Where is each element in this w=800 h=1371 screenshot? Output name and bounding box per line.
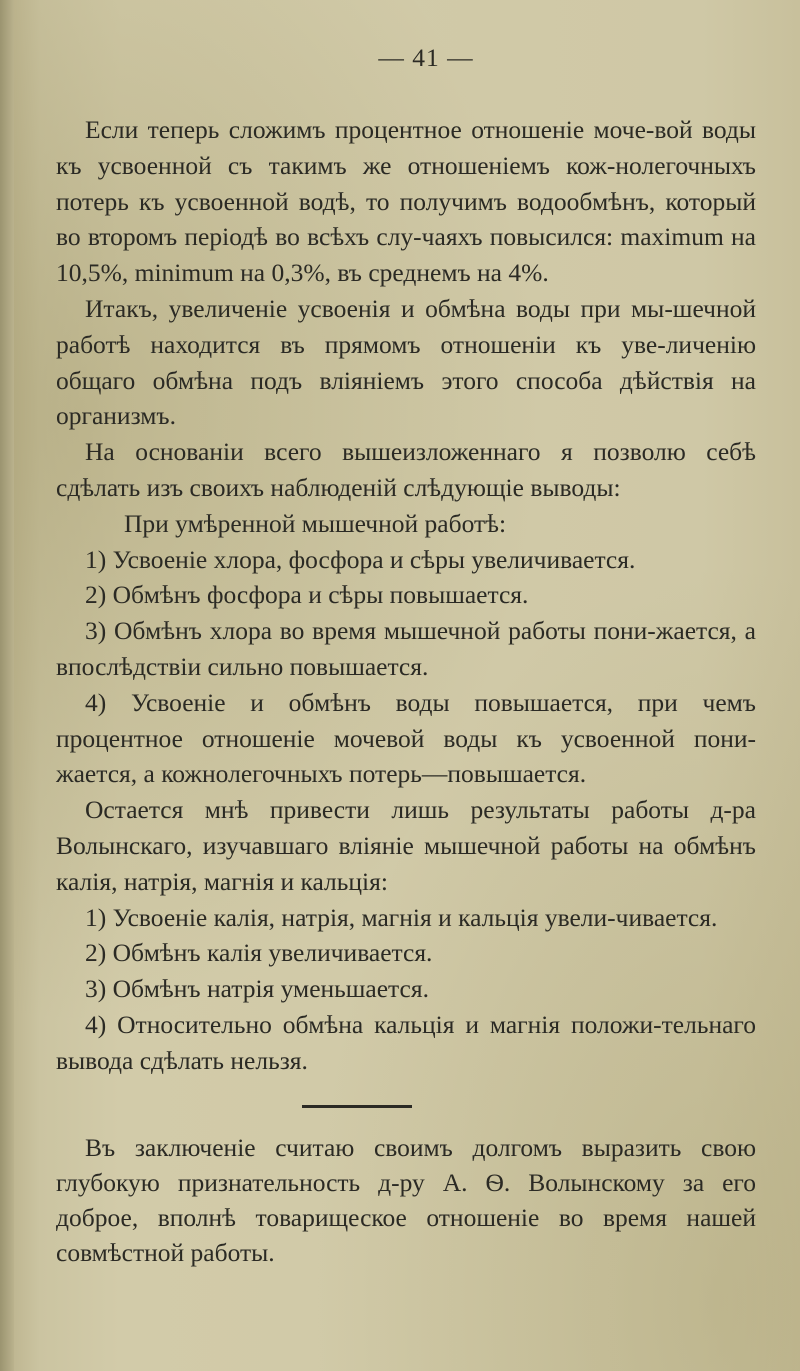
volynsky-item-3: 3) Обмѣнъ натрія уменьшается.: [85, 974, 429, 1004]
volynsky-item-4: 4) Относительно обмѣна кальція и магнія положи-тельнаго вывода сдѣлать нельзя.: [56, 1009, 756, 1075]
paragraph-intro-findings: На основаніи всего вышеизложеннаго я позволю себѣ сдѣлать изъ своихъ наблюденій слѣдующіе выводы:: [56, 437, 756, 502]
volynsky-item-2: 2) Обмѣнъ калія увеличивается.: [85, 938, 433, 968]
finding-item-1: 1) Усвоеніе хлора, фосфора и сѣры увеличивается.: [85, 544, 636, 574]
page-text: [56, 40, 756, 1270]
finding-item-3: 3) Обмѣнъ хлора во время мышечной работы пони-жается, а впослѣдствіи сильно повышается.: [56, 616, 756, 681]
section-divider: [302, 1105, 412, 1108]
paragraph-conclusion: Итакъ, увеличеніе усвоенія и обмѣна воды при мы-шечной работѣ находится въ прямомъ отношеніи къ уве-личенію общаго обмѣна подъ вліяніемъ этого способа дѣйствія на организмъ.: [56, 293, 756, 431]
page-number: — 41 —: [378, 43, 474, 72]
paragraph-volynsky: Остается мнѣ привести лишь результаты работы д-ра Волынскаго, изучавшаго вліяніе мышечной работы на обмѣнъ калія, натрія, магнія и кальція:: [56, 795, 756, 896]
findings-heading: При умѣренной мышечной работѣ:: [124, 508, 507, 538]
volynsky-item-1: 1) Усвоеніе калія, натрія, магнія и кальція увели-чивается.: [85, 902, 718, 932]
binding-edge: [0, 0, 14, 1371]
finding-item-4: 4) Усвоеніе и обмѣнъ воды повышается, при чемъ процентное отношеніе мочевой воды къ усвоенной пони-жается, а кожнолегочныхъ потерь—повышается.: [56, 687, 756, 789]
paragraph-water-exchange: Если теперь сложимъ процентное отношеніе моче-вой воды къ усвоенной съ такимъ же отношеніемъ кож-нолегочныхъ потерь къ усвоенной водѣ, то получимъ водообмѣнъ, который во второмъ періодѣ во всѣхъ слу-чаяхъ повысился: maximum на 10,5%, minimum на 0,3%, въ среднемъ на 4%.: [56, 115, 756, 288]
finding-item-2: 2) Обмѣнъ фосфора и сѣры повышается.: [85, 580, 529, 610]
acknowledgement-paragraph: Въ заключеніе считаю своимъ долгомъ выразить свою глубокую признательность д-ру А. Ѳ. Волынскому за его доброе, вполнѣ товарищеское отношеніе во время нашей совмѣстной работы.: [56, 1132, 756, 1267]
